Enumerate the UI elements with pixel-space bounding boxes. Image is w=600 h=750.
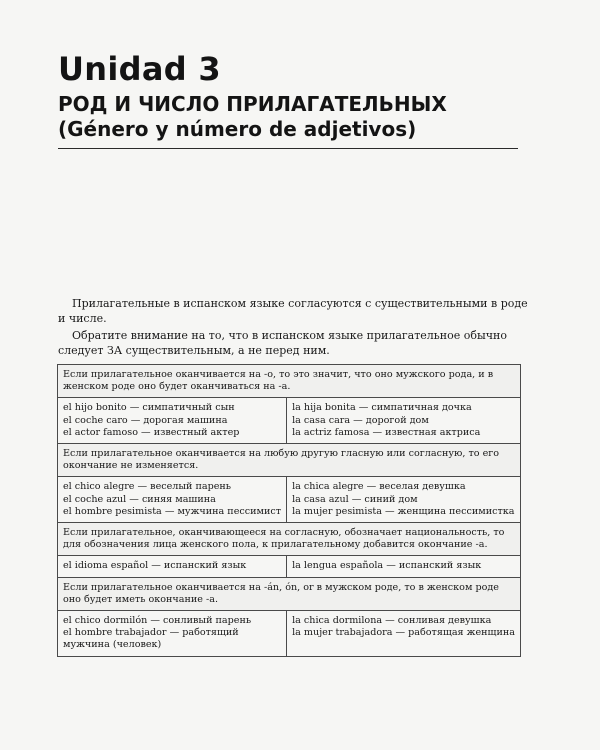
example-line: el coche azul — синяя машина (63, 493, 216, 505)
example-line: la actriz famosa — известная актриса (292, 426, 481, 438)
example-line: la mujer trabajadora — работящая женщина (292, 627, 515, 639)
rule-text: Если прилагательное оканчивается на -án, ón, or в мужском роде, то в женском роде оно будет иметь окончание -а. (58, 577, 521, 610)
feminine-examples (287, 477, 521, 523)
example-line: el chico dormilón — сонливый парень (63, 615, 252, 627)
section-title-es: (Género y número de adjetivos) (58, 117, 417, 141)
section-title (58, 92, 447, 142)
feminine-examples (287, 611, 521, 657)
intro-paragraph: Прилагательные в испанском языке согласуются с существительными в роде и числе. (58, 297, 528, 325)
feminine-examples (287, 556, 521, 577)
example-line: el chico alegre — веселый парень (63, 481, 232, 493)
rule-row (58, 365, 521, 398)
example-line: el hombre pesimista — мужчина пессимист (63, 505, 282, 517)
examples-row (58, 398, 521, 444)
rule-text: Если прилагательное, оканчивающееся на согласную, обозначает национальность, то для обозначения лица женского пола, к прилагательному добавится окончание -а. (58, 523, 521, 556)
example-line: la casa azul — синий дом (292, 493, 418, 505)
rule-row (58, 444, 521, 477)
examples-row (58, 477, 521, 523)
example-line: la mujer pesimista — женщина пессимистка (292, 505, 515, 517)
intro-paragraph: Обратите внимание на то, что в испанском языке прилагательное обычно следует ЗА существительным, а не перед ним. (58, 329, 507, 357)
rule-row (58, 577, 521, 610)
section-title-ru: РОД И ЧИСЛО ПРИЛАГАТЕЛЬНЫХ (58, 92, 447, 116)
masculine-examples (58, 398, 287, 444)
example-line: la hija bonita — симпатичная дочка (292, 402, 472, 414)
examples-row (58, 611, 521, 657)
rule-text: Если прилагательное оканчивается на любую другую гласную или согласную, то его окончание не изменяется. (58, 444, 521, 477)
example-line: la chica alegre — веселая девушка (292, 481, 466, 493)
rule-text: Если прилагательное оканчивается на -о, то это значит, что оно мужского рода, и в женском роде оно будет оканчиваться на -а. (58, 365, 521, 398)
example-line: el hombre trabajador — работящий мужчина (человек) (63, 627, 239, 651)
rule-row (58, 523, 521, 556)
grammar-table (57, 364, 521, 657)
example-line: el hijo bonito — симпатичный сын (63, 402, 235, 414)
example-line: el coche caro — дорогая машина (63, 414, 228, 426)
example-line: la lengua española — испанский язык (292, 560, 482, 572)
title-divider (58, 148, 518, 149)
example-line: la casa cara — дорогой дом (292, 414, 429, 426)
unit-title: Unidad 3 (58, 50, 221, 88)
example-line: el actor famoso — известный актер (63, 426, 240, 438)
masculine-examples (58, 556, 287, 577)
feminine-examples (287, 398, 521, 444)
examples-row (58, 556, 521, 577)
example-line: la chica dormilona — сонливая девушка (292, 615, 492, 627)
masculine-examples (58, 611, 287, 657)
masculine-examples (58, 477, 287, 523)
example-line: el idioma español — испанский язык (63, 560, 247, 572)
intro-text (58, 296, 528, 360)
